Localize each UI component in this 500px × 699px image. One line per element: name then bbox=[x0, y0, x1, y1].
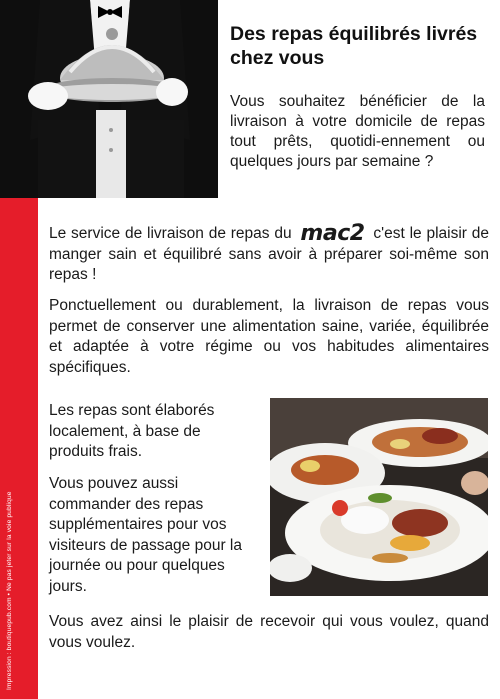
service-text-after: c'est le plaisir de manger sain et équilibré sans avoir à préparer soi-même son repas ! bbox=[49, 225, 489, 283]
local-meals-paragraph: Les repas sont élaborés localement, à base de produits frais. bbox=[49, 402, 215, 460]
intro-paragraph: Vous souhaitez bénéficier de la livraison à votre domicile de repas tout prêts, quotidi-ennement ou quelques jours par semaine ? bbox=[230, 93, 485, 170]
mac2-logo: mac2 bbox=[300, 221, 365, 246]
service-text-before: Le service de livraison de repas du bbox=[49, 225, 297, 242]
page-title: Des repas équilibrés livrés chez vous bbox=[230, 23, 478, 69]
benefits-paragraph: Ponctuellement ou durablement, la livraison de repas vous permet de conserver une alimentation saine, variée, équilibrée et adaptée à votre régime ou vos habitudes alimentaires spécifiques. bbox=[49, 297, 489, 376]
waiter-photo bbox=[0, 0, 218, 198]
extra-meals-paragraph: Vous pouvez aussi commander des repas supplémentaires pour vos visiteurs de passage pour la journée ou pour quelques jours. bbox=[49, 475, 243, 595]
print-notice: Impression : boutiquepub.com • Ne pas jeter sur la voie publique bbox=[6, 491, 13, 690]
food-plates-photo bbox=[270, 398, 488, 596]
closing-paragraph: Vous avez ainsi le plaisir de recevoir qui vous voulez, quand vous voulez. bbox=[49, 613, 489, 651]
service-paragraph bbox=[49, 222, 489, 286]
